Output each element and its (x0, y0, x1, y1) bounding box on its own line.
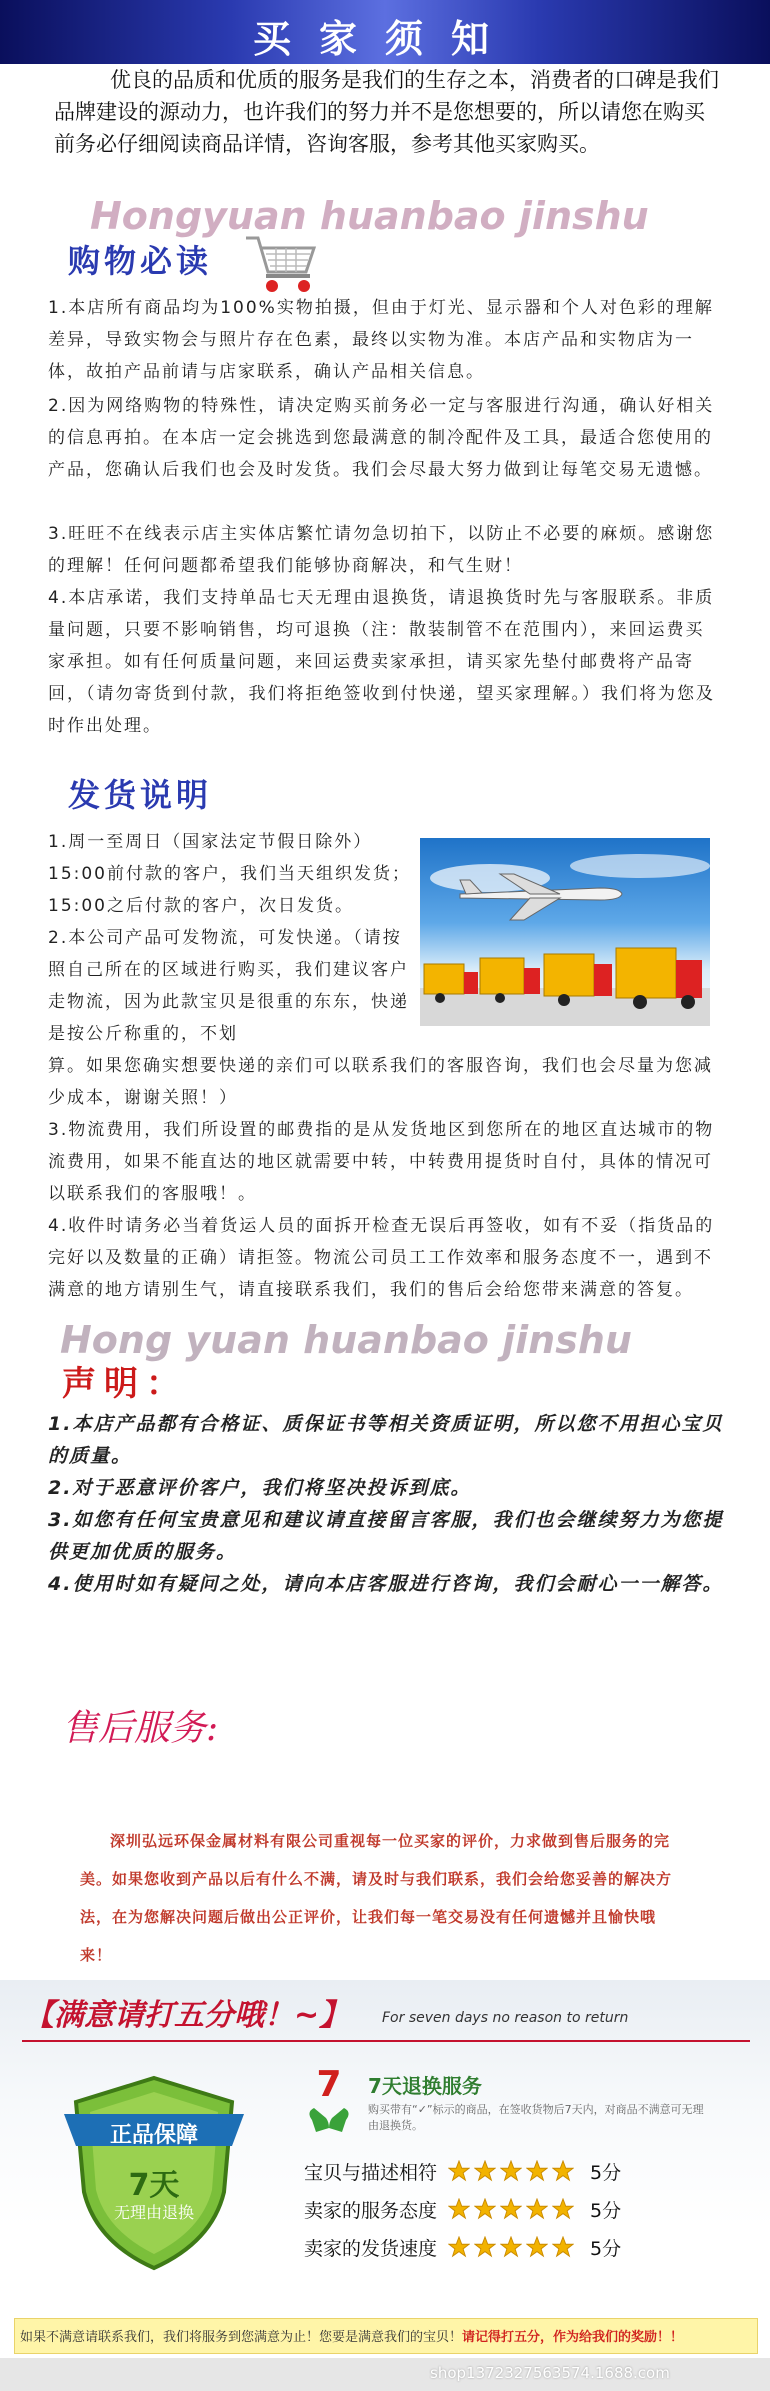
star-icon (552, 2236, 574, 2258)
rating-score: 5分 (590, 2238, 622, 2260)
star-icon (526, 2198, 548, 2220)
shipping-item: 1.周一至周日（国家法定节假日除外） (48, 832, 373, 852)
refund-title: 7天退换服务 (368, 2074, 482, 2098)
shipping-item: 15:00前付款的客户，我们当天组织发货；15:00之后付款的客户，次日发货。 (48, 864, 411, 916)
after-sales-text: 深圳弘远环保金属材料有限公司重视每一位买家的评价，力求做到售后服务的完美。如果您收到产品以后有什么不满，请及时与我们联系，我们会给您妥善的解决方法，在为您解决问题后做出公正评价，让我们每一笔交易没有任何遗憾并且愉快哦 来！ (80, 1832, 673, 1964)
shipping-item: 3.物流费用，我们所设置的邮费指的是从发货地区到您所在的地区直达城市的物流费用，如果不能直达的地区就需要中转，中转费用提货时自付，具体的情况可以联系我们的客服哦！。 (48, 1120, 715, 1204)
shield-bottom-label: 无理由退换 (113, 2203, 194, 2222)
star-icon (552, 2160, 574, 2182)
logistics-photo (420, 838, 710, 1026)
rating-label: 卖家的服务态度 (304, 2200, 438, 2222)
declaration-title: 声明： (62, 1364, 188, 1404)
rating-stars (448, 2236, 578, 2262)
rating-row (304, 2234, 744, 2266)
shield-mid-label: 7天 (128, 2168, 180, 2203)
shop-url: shop1372327563574.1688.com (430, 2364, 670, 2382)
watermark-text: Hong yuan huanbao jinshu (60, 1318, 632, 1362)
star-icon (474, 2198, 496, 2220)
watermark-text: Hongyuan huanbao jinshu (90, 194, 649, 238)
rating-score: 5分 (590, 2162, 622, 2184)
declaration-item: 3.如您有任何宝贵意见和建议请直接留言客服，我们也会继续努力为您提供更加优质的服务。 (48, 1509, 724, 1563)
declaration-item: 2.对于恶意评价客户，我们将坚决投诉到底。 (48, 1477, 472, 1499)
star-icon (448, 2198, 470, 2220)
trucks-icon (420, 938, 710, 1026)
refund-description: 购买带有“✓”标示的商品，在签收货物后7天内，对商品不满意可无理由退换货。 (368, 2103, 704, 2132)
after-sales-title: 售后服务: (62, 1708, 219, 1749)
page-title: 买家须知 (252, 17, 517, 61)
shipping-item: 2.本公司产品可发物流，可发快递。（请按照自己所在的区域进行购买，我们建议客户走物流，因为此款宝贝是很重的东东，快递是按公斤称重的，不划 (48, 928, 409, 1044)
shipping-item: 4.收件时请务必当着货运人员的面拆开检查无误后再签收，如有不妥（指货品的完好以及数量的正确）请拒签。物流公司员工工作效率和服务态度不一，遇到不满意的地方请别生气，请直接联系我们，我们的售后会给您带来满意的答复。 (48, 1216, 715, 1300)
rating-stars (448, 2198, 578, 2224)
shipping-section-title: 发货说明 (68, 776, 213, 814)
star-icon (500, 2160, 522, 2182)
shopping-item: 2.因为网络购物的特殊性，请决定购买前务必一定与客服进行沟通，确认好相关的信息再拍。在本店一定会挑选到您最满意的制冷配件及工具，最适合您使用的产品，您确认后我们也会及时发货。我们会尽最大努力做到让每笔交易无遗憾。 (48, 396, 715, 480)
rating-row (304, 2196, 744, 2228)
star-icon (448, 2236, 470, 2258)
divider (22, 2040, 750, 2042)
footer-notice-text: 如果不满意请联系我们，我们将服务到您满意为止！您要是满意我们的宝贝！ (20, 2330, 463, 2345)
star-icon (526, 2160, 548, 2182)
shipping-item: 算。如果您确实想要快递的亲们可以联系我们的客服咨询，我们也会尽量为您减少成本，谢谢关照！） (48, 1056, 713, 1108)
intro-paragraph: 优良的品质和优质的服务是我们的生存之本，消费者的口碑是我们品牌建设的源动力，也许我们的努力并不是您想要的，所以请您在购买前务必仔细阅读商品详情，咨询客服，参考其他买家购买。 (54, 68, 719, 156)
shopping-item: 4.本店承诺，我们支持单品七天无理由退换货，请退换货时先与客服联系。非质量问题，只要不影响销售，均可退换（注：散装制管不在范围内），来回运费买家承担。如有任何质量问题，来回运费卖家承担，请买家先垫付邮费将产品寄回，（请勿寄货到付款，我们将拒绝签收到付快递，望买家理解。）我们将为您及时作出处理。 (48, 588, 715, 736)
shopping-item: 3.旺旺不在线表示店主实体店繁忙请勿急切拍下，以防止不必要的麻烦。感谢您的理解！任何问题都希望我们能够协商解决，和气生财！ (48, 524, 715, 576)
footer-notice-highlight: 请记得打五分，作为给我们的奖励！！ (462, 2330, 684, 2345)
rating-banner-subtitle: For seven days no reason to return (382, 2010, 629, 2026)
rating-stars (448, 2160, 578, 2186)
star-icon (500, 2198, 522, 2220)
rating-row (304, 2158, 744, 2190)
star-icon (552, 2198, 574, 2220)
footer-notice (20, 2326, 683, 2345)
shopping-cart-icon (240, 228, 320, 298)
star-icon (526, 2236, 548, 2258)
star-icon (474, 2236, 496, 2258)
star-icon (448, 2160, 470, 2182)
seven-day-number: 7 (316, 2064, 342, 2105)
shopping-section-title: 购物必读 (68, 242, 213, 280)
rating-banner-title: 【满意请打五分哦！~】 (24, 1998, 350, 2033)
star-icon (500, 2236, 522, 2258)
declaration-item: 4.使用时如有疑问之处，请向本店客服进行咨询，我们会耐心一一解答。 (48, 1573, 724, 1595)
rating-label: 卖家的发货速度 (304, 2238, 438, 2260)
shopping-item: 1.本店所有商品均为100%实物拍摄，但由于灯光、显示器和个人对色彩的理解差异，导致实物会与照片存在色素，最终以实物为准。本店产品和实物店为一体，故拍产品前请与店家联系，确认产品相关信息。 (48, 298, 714, 382)
rating-score: 5分 (590, 2200, 622, 2222)
star-icon (474, 2160, 496, 2182)
shield-top-label: 正品保障 (109, 2123, 198, 2148)
rating-label: 宝贝与描述相符 (304, 2162, 438, 2184)
declaration-item: 1.本店产品都有合格证、质保证书等相关资质证明，所以您不用担心宝贝的质量。 (48, 1413, 724, 1467)
